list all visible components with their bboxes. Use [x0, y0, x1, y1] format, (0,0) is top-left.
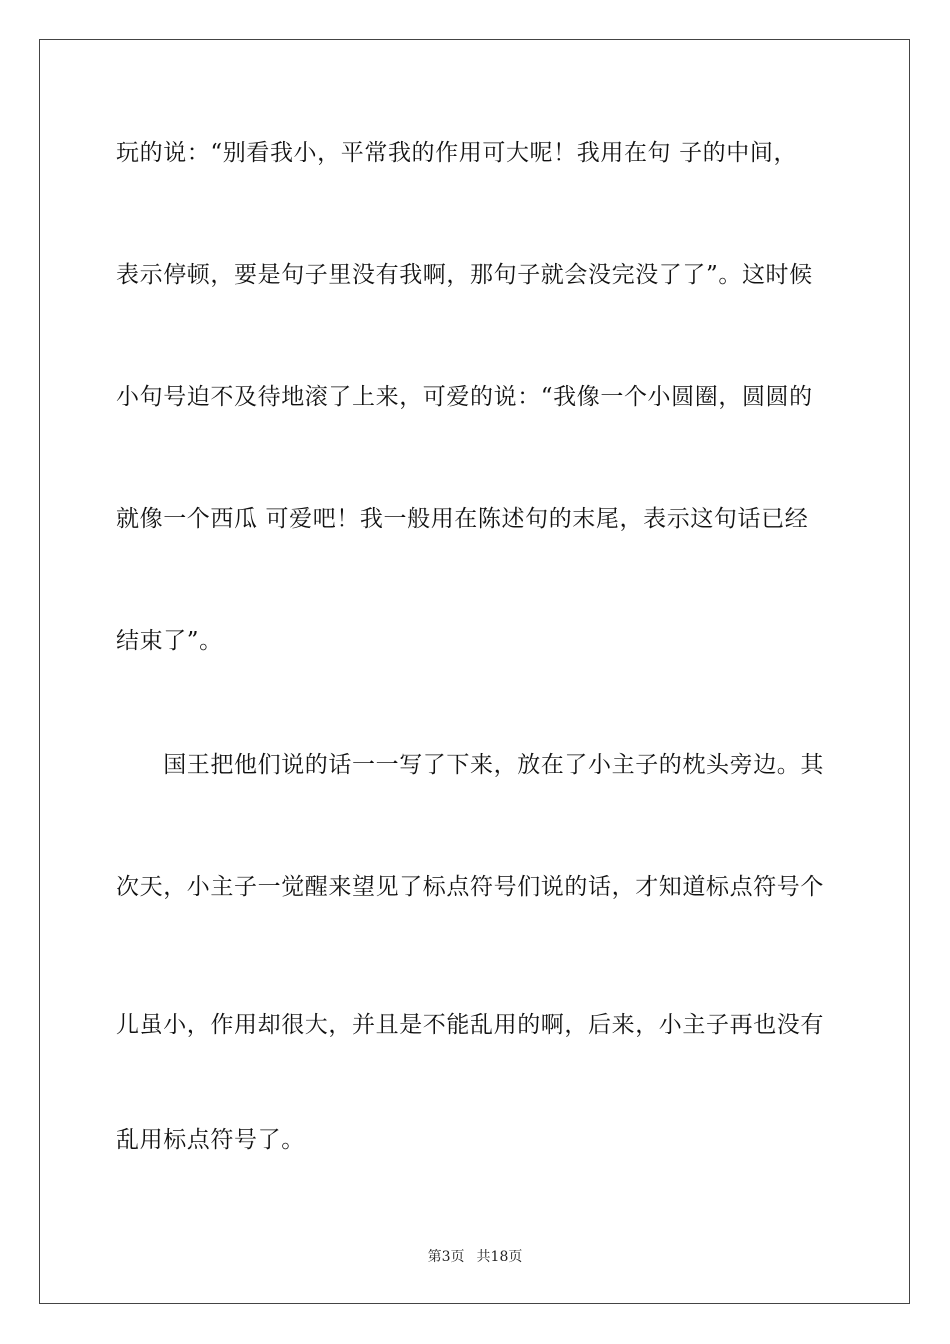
body-text-line: 儿虽小，作用却很大，并且是不能乱用的啊，后来，小主子再也没有 — [116, 1012, 824, 1038]
body-text-line: 玩的说：“别看我小，平常我的作用可大呢！我用在句 子的中间， — [116, 140, 798, 166]
body-text-line: 表示停顿，要是句子里没有我啊，那句子就会没完没了了”。这时候 — [116, 262, 813, 288]
page-border — [39, 39, 910, 1304]
body-text-line: 结束了”。 — [116, 628, 223, 654]
page-total: 共18页 — [476, 1249, 523, 1265]
body-text-line: 次天，小主子一觉醒来望见了标点符号们说的话，才知道标点符号个 — [116, 874, 824, 900]
page-footer — [0, 1248, 950, 1266]
body-text-line: 国王把他们说的话一一写了下来，放在了小主子的枕头旁边。其 — [116, 752, 824, 778]
body-text-line: 小句号迫不及待地滚了上来，可爱的说：“我像一个小圆圈，圆圆的 — [116, 384, 813, 410]
body-text-line: 乱用标点符号了。 — [116, 1127, 305, 1153]
page-number: 第3页 — [427, 1249, 465, 1265]
body-text-line: 就像一个西瓜 可爱吧！我一般用在陈述句的末尾，表示这句话已经 — [116, 506, 809, 532]
